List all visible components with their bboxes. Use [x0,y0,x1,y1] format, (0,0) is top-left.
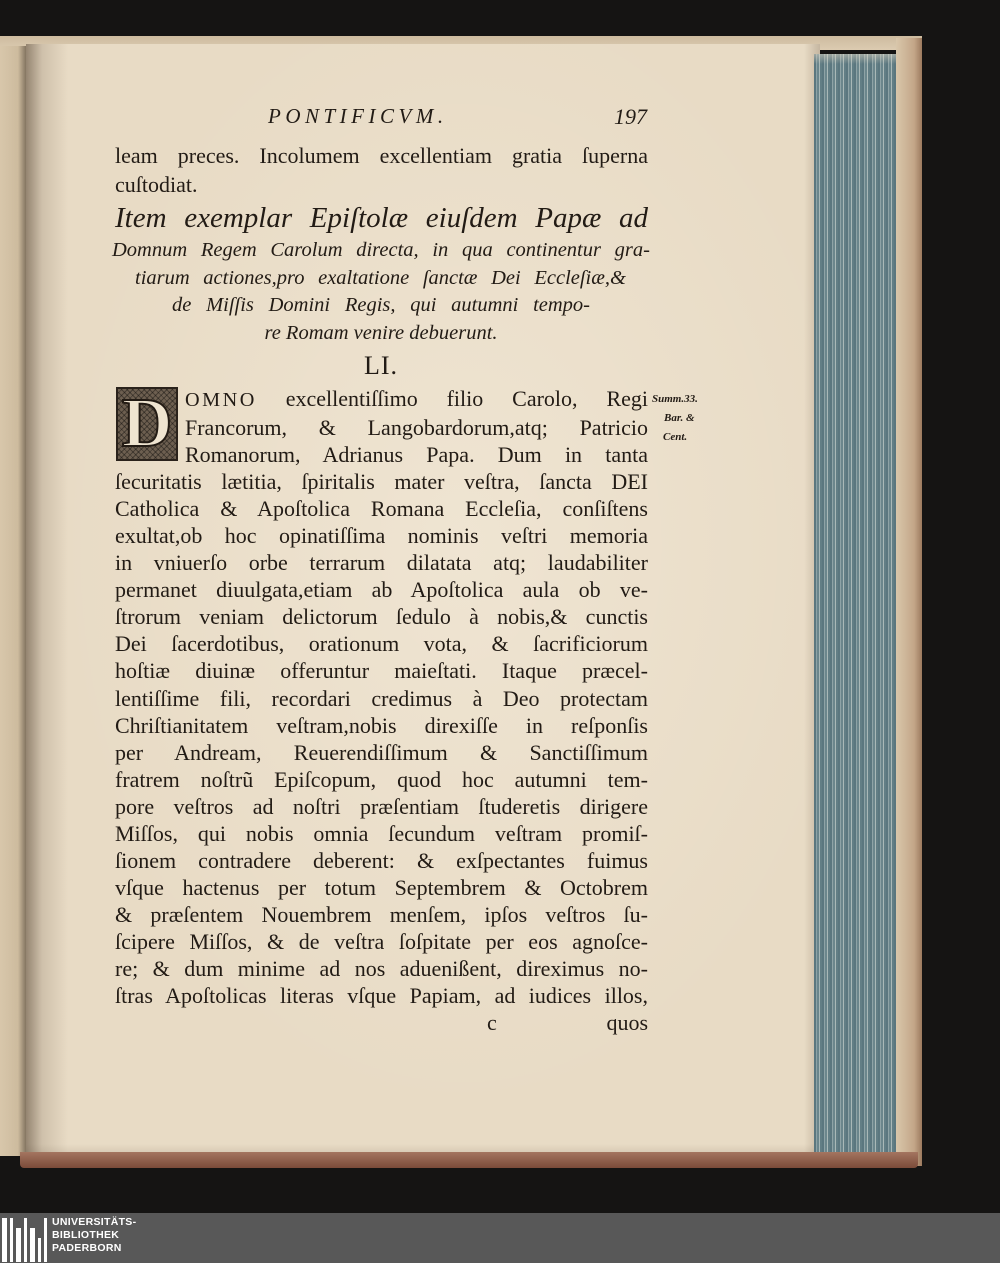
running-title: PONTIFICVM. [268,104,448,128]
text-line: & præſentem Nouembrem menſem, ipſos veſtros ſu- [115,901,648,927]
chapter-number: LI. [363,351,399,380]
catchword-line [115,1009,648,1036]
text-line: re; & dum minime ad nos aduenißent, direximus no- [115,955,648,981]
text-line: Catholica & Apoſtolica Romana Eccleſia, conſiſtens [115,496,648,522]
text-line: leam preces. Incolumem excellentiam gratia ſuperna [115,143,648,168]
text-line: cuſtodiat. [115,172,198,197]
logo-line: UNIVERSITÄTS- [52,1216,137,1228]
marginal-note-line: Bar. & [664,412,695,424]
marginal-note-line: Cent. [663,431,688,443]
logo-line: BIBLIOTHEK [52,1229,120,1241]
marginal-note-line: Summ.33. [652,393,698,405]
text-line: Francorum, & Langobardorum,atq; Patricio [185,415,648,441]
text-line: ſtrorum veniam delictorum ſedulo à nobis,& cunctis [115,604,648,630]
text-line: Miſſos, qui nobis omnia ſecundum veſtram promiſ- [115,820,648,846]
letter-body [115,385,648,1036]
footer-band [0,1213,1000,1263]
text-line: vſque hactenus per totum Septembrem & Octobrem [115,874,648,900]
initial-letter: D [121,387,173,461]
library-bars-icon [2,1216,48,1262]
opening-word: OMNO [185,389,257,411]
heading-line: Domnum Regem Carolum directa, in qua continentur gra- [112,239,650,261]
text-line: ſecuritatis lætitia, ſpiritalis mater veſtra, ſancta DEI [115,469,648,495]
text-span: excellentiſſimo filio Carolo, Regi [285,386,648,411]
text-line: in vniuerſo orbe terrarum dilatata atq; laudabiliter [115,550,648,576]
heading-line: re Romam venire debuerunt. [264,321,498,344]
text-line: lentiſſime fili, recordari credimus à Deo protectam [115,685,648,711]
heading-lead: Item exemplar Epiſtolæ eiuſdem Papæ ad [115,202,648,234]
logo-line: PADERBORN [52,1242,122,1254]
heading-line: de Miſſis Domini Regis, qui autumni tempo- [172,294,590,316]
text-line: exultat,ob hoc opinatiſſima nominis veſtri memoria [115,523,648,549]
text-line: ſionem contradere deberent: & exſpectantes fuimus [115,847,648,873]
heading-line: tiarum actiones,pro exaltatione ſanctæ Dei Eccleſiæ,& [135,266,626,289]
text-line: pore veſtros ad noſtri præſentiam ſtuderetis dirigere [115,793,648,819]
text-line: permanet diuulgata,etiam ab Apoſtolica aula ob ve- [115,577,648,603]
page-fore-edge [814,54,900,1152]
cover-right-edge [896,38,922,1166]
marginal-note [652,390,698,447]
text-line: Chriſtianitatem veſtram,nobis direxiſſe in reſponſis [115,712,648,738]
heading-subtitle [0,237,800,347]
carryover-text [115,141,648,199]
text-line: Dei ſacerdotibus, orationum vota, & ſacrificiorum [115,631,648,657]
text-line [185,385,648,414]
cover-bottom-edge [20,1152,918,1168]
text-line: Romanorum, Adrianus Papa. Dum in tanta [185,442,648,468]
text-line: per Andream, Reuerendiſſimum & Sanctiſſimum [115,739,648,765]
text-line: fratrem noſtrũ Epiſcopum, quod hoc autumni tem- [115,766,648,792]
library-logo-text [52,1216,136,1255]
text-line: hoſtiæ diuinæ offeruntur maieſtati. Itaque præcel- [115,658,648,684]
text-line: ſcipere Miſſos, & de veſtra ſoſpitate per eos agnoſce- [115,928,648,954]
text-line: ſtras Apoſtolicas literas vſque Papiam, ad iudices illos, [115,983,648,1009]
catchword: quos [606,1010,648,1036]
page-number: 197 [614,104,647,129]
signature-mark: c [487,1010,497,1036]
